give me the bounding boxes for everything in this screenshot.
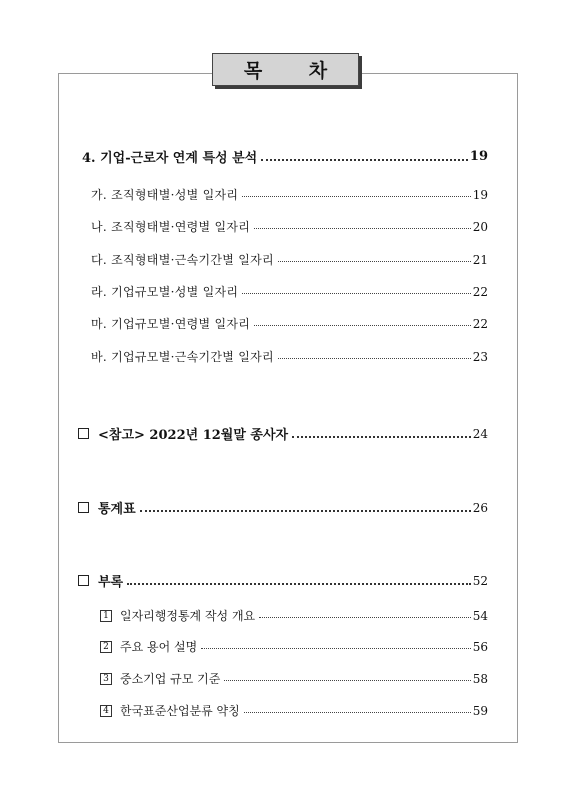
toc-entry-label: 바. 기업규모별·근속기간별 일자리: [91, 350, 274, 364]
toc-entry-page: 22: [472, 284, 488, 299]
toc-appendix-item-4[interactable]: [100, 702, 488, 719]
boxed-number: 1: [100, 610, 112, 622]
toc-entry-label: 마. 기업규모별·연령별 일자리: [91, 317, 251, 331]
toc-entry-page: 23: [472, 349, 488, 364]
toc-entry-page: 20: [472, 219, 488, 234]
toc-entry-page: 54: [472, 608, 488, 623]
toc-entry-label: 중소기업 규모 기준: [120, 672, 221, 686]
toc-entry-label: 한국표준산업분류 약칭: [120, 704, 240, 718]
toc-entry-label: 4. 기업-근로자 연계 특성 분석: [82, 151, 258, 166]
toc-entry-page: 58: [472, 671, 488, 686]
checkbox-square-icon: [78, 502, 89, 513]
toc-entry-label: 일자리행정통계 작성 개요: [120, 609, 256, 623]
toc-entry-page: 21: [472, 252, 488, 267]
toc-title: 목 차: [212, 53, 359, 86]
toc-entry-page: 59: [472, 703, 488, 718]
toc-subentry-ma[interactable]: [91, 315, 488, 332]
boxed-number: 2: [100, 641, 112, 653]
leader-dots: [224, 680, 470, 681]
boxed-number: 4: [100, 705, 112, 717]
toc-entry-statistics-tables[interactable]: [78, 498, 488, 517]
toc-entry-label: <참고> 2022년 12월말 종사자: [98, 428, 289, 443]
toc-entry-page: 19: [472, 187, 488, 202]
leader-dots: [261, 159, 468, 161]
toc-entry-section-4[interactable]: [82, 147, 488, 166]
leader-dots: [140, 510, 471, 512]
toc-entry-page: 52: [472, 573, 488, 588]
leader-dots: [254, 228, 471, 229]
toc-entry-label: 다. 조직형태별·근속기간별 일자리: [91, 253, 274, 267]
toc-entry-label: 가. 조직형태별·성별 일자리: [91, 188, 239, 202]
toc-entry-reference[interactable]: [78, 424, 488, 443]
checkbox-square-icon: [78, 428, 89, 439]
toc-appendix-item-1[interactable]: [100, 607, 488, 624]
leader-dots: [292, 436, 471, 438]
checkbox-square-icon: [78, 575, 89, 586]
toc-subentry-na[interactable]: [91, 218, 488, 235]
toc-subentry-ba[interactable]: [91, 348, 488, 365]
toc-entry-page: 26: [472, 500, 488, 515]
leader-dots: [242, 293, 470, 294]
toc-entry-page: 24: [472, 426, 488, 441]
toc-subentry-ra[interactable]: [91, 283, 488, 300]
leader-dots: [127, 583, 471, 585]
toc-entry-page: 22: [472, 316, 488, 331]
toc-subentry-da[interactable]: [91, 251, 488, 268]
leader-dots: [201, 648, 471, 649]
toc-entry-label: 통계표: [98, 502, 136, 517]
leader-dots: [278, 261, 471, 262]
toc-entry-label: 주요 용어 설명: [120, 640, 198, 654]
leader-dots: [244, 712, 471, 713]
toc-entry-label: 라. 기업규모별·성별 일자리: [91, 285, 239, 299]
boxed-number: 3: [100, 673, 112, 685]
leader-dots: [259, 617, 471, 618]
leader-dots: [242, 196, 470, 197]
leader-dots: [254, 325, 471, 326]
toc-entry-label: 부록: [98, 575, 124, 590]
toc-appendix-item-3[interactable]: [100, 670, 488, 687]
toc-subentry-ga[interactable]: [91, 186, 488, 203]
toc-appendix-item-2[interactable]: [100, 638, 488, 655]
toc-entry-page: 19: [469, 149, 488, 164]
toc-entry-label: 나. 조직형태별·연령별 일자리: [91, 220, 251, 234]
leader-dots: [278, 358, 471, 359]
toc-entry-appendix[interactable]: [78, 571, 488, 590]
toc-entry-page: 56: [472, 639, 488, 654]
